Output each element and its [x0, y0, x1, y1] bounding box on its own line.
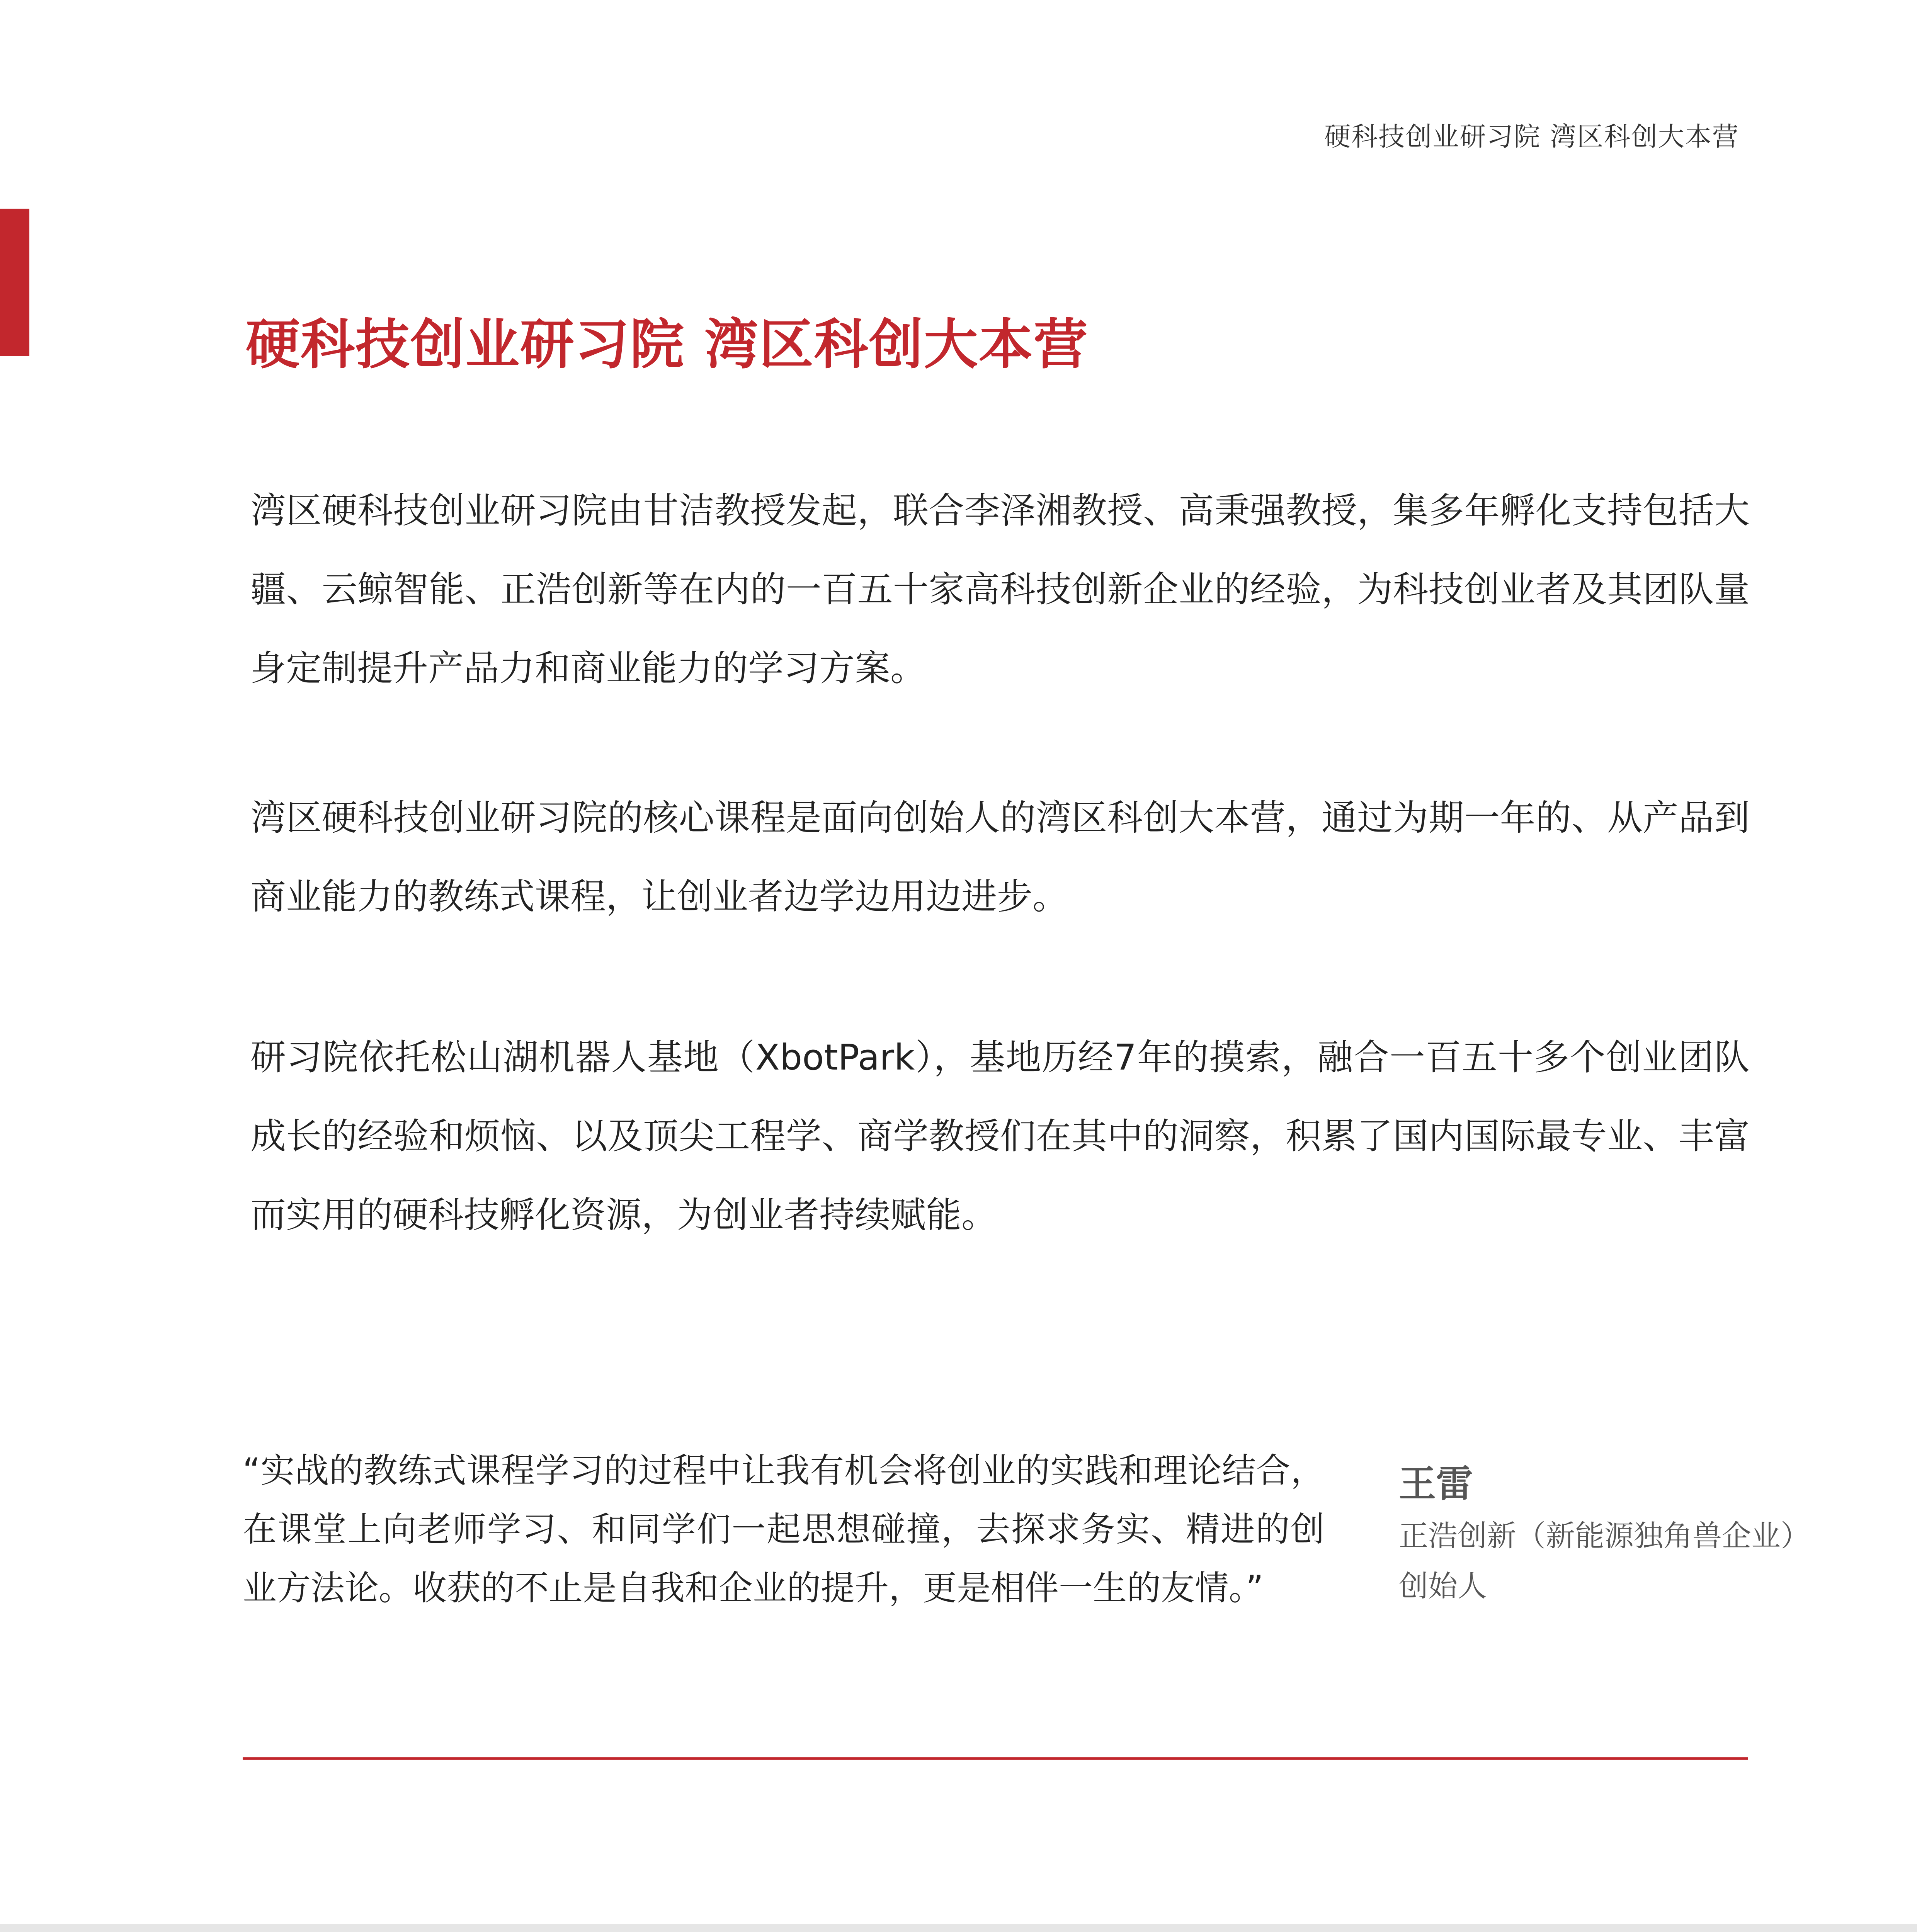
section-divider: [243, 1757, 1748, 1760]
page-title: 硬科技创业研习院 湾区科创大本营: [246, 313, 1089, 376]
accent-bar: [0, 209, 29, 356]
formula-band: [0, 1924, 1917, 1932]
xbotpark-paragraph: 研习院依托松山湖机器人基地（XbotPark），基地历经7年的摸索，融合一百五十多个创业团队成长的经验和烦恼、以及顶尖工程学、商学教授们在其中的洞察，积累了国内国际最专业、丰富而实用的硬科技孵化资源，为创业者持续赋能。: [250, 1037, 1750, 1236]
testimonial-attribution: [1399, 1457, 1863, 1611]
testimonial-company: 正浩创新（新能源独角兽企业）: [1399, 1519, 1810, 1553]
core-course-paragraph: 湾区硬科技创业研习院的核心课程是面向创始人的湾区科创大本营，通过为期一年的、从产品到商业能力的教练式课程，让创业者边学边用边进步。: [250, 797, 1750, 917]
testimonial-name: 王雷: [1399, 1462, 1473, 1505]
testimonial-quote: “实战的教练式课程学习的过程中让我有机会将创业的实践和理论结合，在课堂上向老师学习、和同学们一起思想碰撞，去探求务实、精进的创业方法论。收获的不止是自我和企业的提升，更是相伴一生的友情。”: [243, 1451, 1325, 1608]
intro-paragraph: 湾区硬科技创业研习院由甘洁教授发起，联合李泽湘教授、高秉强教授，集多年孵化支持包括大疆、云鲸智能、正浩创新等在内的一百五十家高科技创新企业的经验，为科技创业者及其团队量身定制提升产品力和商业能力的学习方案。: [250, 490, 1750, 689]
testimonial-role: 创始人: [1399, 1569, 1487, 1603]
running-header: 硬科技创业研习院 湾区科创大本营: [1324, 122, 1739, 152]
